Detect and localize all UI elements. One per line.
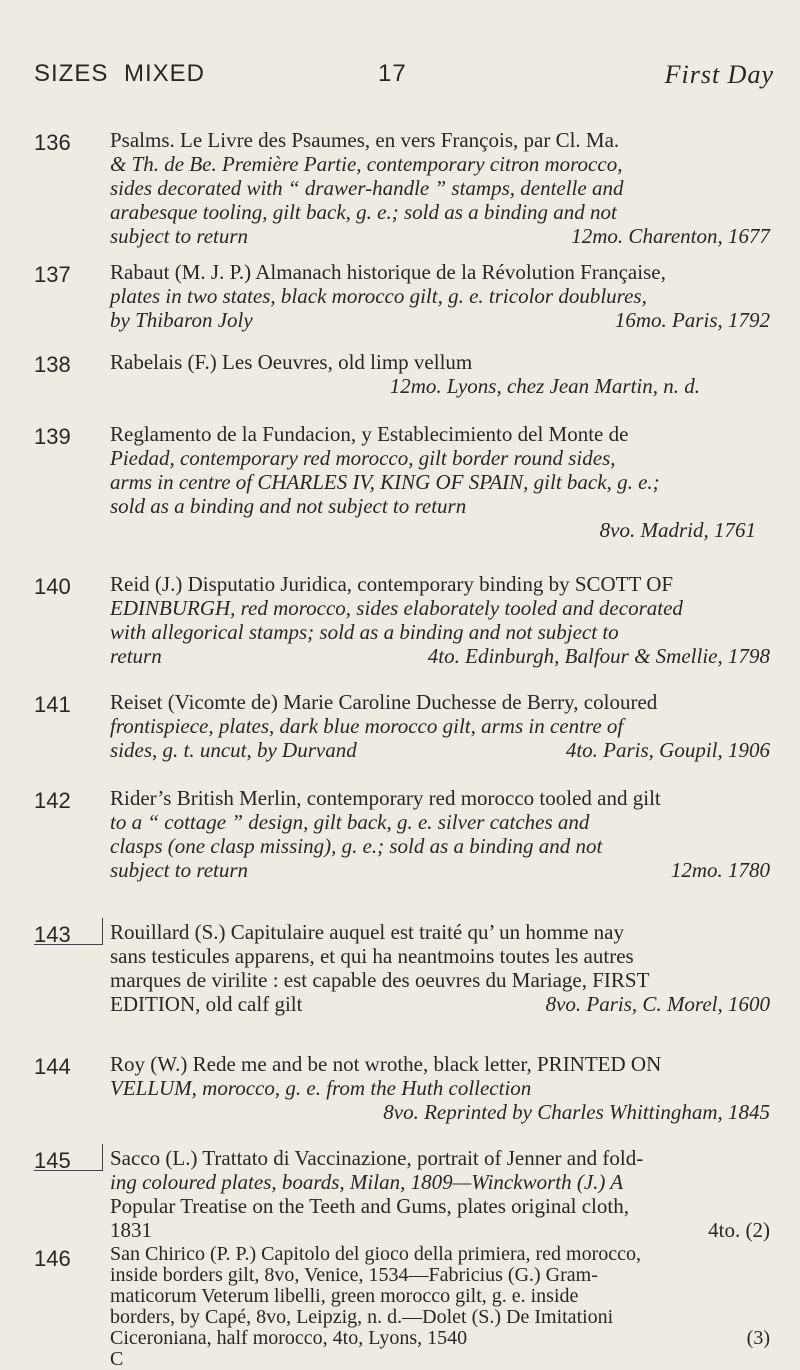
- lot-description: [110, 260, 770, 332]
- desc-line: plates in two states, black morocco gilt, g. e. tricolor doublures,: [110, 284, 647, 308]
- format-imprint: 16mo. Paris, 1792: [614, 308, 770, 332]
- desc-line: Psalms. Le Livre des Psaumes, en vers François, par Cl. Ma.: [110, 128, 620, 152]
- desc-line: Roy (W.) Rede me and be not wrothe, black letter, PRINTED ON: [110, 1052, 662, 1076]
- desc-line: Popular Treatise on the Teeth and Gums, plates original cloth,: [110, 1194, 629, 1218]
- lot-number: 136: [34, 130, 71, 155]
- signature-mark: C: [110, 1348, 124, 1370]
- desc-line: VELLUM, morocco, g. e. from the Huth collection: [110, 1076, 532, 1100]
- desc-line: Rider’s British Merlin, contemporary red morocco tooled and gilt: [110, 786, 661, 810]
- format-imprint: 12mo. Charenton, 1677: [571, 224, 770, 248]
- format-imprint: 12mo. 1780: [670, 858, 770, 882]
- format-imprint: 4to. (2): [708, 1218, 770, 1242]
- desc-line: clasps (one clasp missing), g. e.; sold as a binding and not: [110, 834, 603, 858]
- desc-line: Sacco (L.) Trattato di Vaccinazione, portrait of Jenner and fold-: [110, 1146, 644, 1170]
- desc-line: Rabaut (M. J. P.) Almanach historique de la Révolution Française,: [110, 260, 666, 284]
- desc-line: Rabelais (F.) Les Oeuvres, old limp vellum: [110, 350, 473, 374]
- desc-line: Reglamento de la Fundacion, y Establecimiento del Monte de: [110, 422, 629, 446]
- lot-description: [110, 1052, 770, 1124]
- format-imprint: 4to. Edinburgh, Balfour & Smellie, 1798: [427, 644, 770, 668]
- desc-line: return: [110, 644, 162, 668]
- running-header: [34, 60, 774, 100]
- desc-line: borders, by Capé, 8vo, Leipzig, n. d.—Dolet (S.) De Imitationi: [110, 1306, 614, 1328]
- desc-line: arabesque tooling, gilt back, g. e.; sold as a binding and not: [110, 200, 617, 224]
- format-imprint: 8vo. Reprinted by Charles Whittingham, 1845: [383, 1100, 770, 1124]
- desc-line: Rouillard (S.) Capitulaire auquel est traité qu’ un homme nay: [110, 920, 624, 944]
- desc-line: 1831: [110, 1218, 152, 1242]
- lot-description: [110, 128, 770, 248]
- desc-line: sans testicules apparens, et qui ha neantmoins toutes les autres: [110, 944, 634, 968]
- lot-number: 143: [34, 922, 71, 947]
- desc-line: Piedad, contemporary red morocco, gilt border round sides,: [110, 446, 616, 470]
- lot-description: [110, 422, 770, 542]
- desc-line: by Thibaron Joly: [110, 308, 253, 332]
- desc-line: Reid (J.) Disputatio Juridica, contemporary binding by SCOTT OF: [110, 572, 674, 596]
- format-imprint: 12mo. Lyons, chez Jean Martin, n. d.: [389, 374, 700, 398]
- header-sizes: SIZES: [34, 60, 109, 87]
- desc-line: ing coloured plates, boards, Milan, 1809—Winckworth (J.) A: [110, 1170, 624, 1194]
- format-imprint: 4to. Paris, Goupil, 1906: [565, 738, 770, 762]
- lot-number: 141: [34, 692, 71, 717]
- header-first-day: First Day: [664, 60, 774, 89]
- lot-number: 145: [34, 1148, 71, 1173]
- desc-line: San Chirico (P. P.) Capitolo del gioco della primiera, red morocco,: [110, 1243, 641, 1265]
- header-mixed: MIXED: [124, 60, 206, 87]
- lot-number: 139: [34, 424, 71, 449]
- desc-line: sides, g. t. uncut, by Durvand: [110, 738, 357, 762]
- lot-number: 140: [34, 574, 71, 599]
- lot-number: 142: [34, 788, 71, 813]
- lot-number: 138: [34, 352, 71, 377]
- page-number: 17: [378, 60, 407, 87]
- desc-line: inside borders gilt, 8vo, Venice, 1534—Fabricius (G.) Gram-: [110, 1264, 598, 1286]
- desc-line: EDINBURGH, red morocco, sides elaborately tooled and decorated: [110, 596, 683, 620]
- desc-line: maticorum Veterum libelli, green morocco gilt, g. e. inside: [110, 1285, 579, 1307]
- desc-line: to a “ cottage ” design, gilt back, g. e. silver catches and: [110, 810, 590, 834]
- lot-description: [110, 350, 770, 398]
- lot-number: 146: [34, 1246, 71, 1271]
- desc-line: Reiset (Vicomte de) Marie Caroline Duchesse de Berry, coloured: [110, 690, 658, 714]
- format-imprint: (3): [746, 1327, 770, 1349]
- desc-line: with allegorical stamps; sold as a binding and not subject to: [110, 620, 619, 644]
- lot-number: 144: [34, 1054, 71, 1079]
- lot-description: [110, 1244, 770, 1370]
- lot-description: [110, 786, 770, 882]
- desc-line: Ciceroniana, half morocco, 4to, Lyons, 1540 (3): [110, 1327, 770, 1349]
- desc-line: frontispiece, plates, dark blue morocco gilt, arms in centre of: [110, 714, 624, 738]
- format-imprint: 8vo. Madrid, 1761: [599, 518, 756, 542]
- desc-line: sides decorated with “ drawer-handle ” stamps, dentelle and: [110, 176, 624, 200]
- format-imprint: 8vo. Paris, C. Morel, 1600: [545, 992, 770, 1016]
- desc-line: subject to return: [110, 858, 249, 882]
- desc-line: marques de virilite : est capable des oeuvres du Mariage, FIRST: [110, 968, 650, 992]
- lot-description: [110, 572, 770, 668]
- lot-description: [110, 690, 770, 762]
- desc-line: & Th. de Be. Première Partie, contemporary citron morocco,: [110, 152, 623, 176]
- desc-line: EDITION, old calf gilt: [110, 992, 303, 1016]
- desc-line: arms in centre of CHARLES IV, KING OF SPAIN, gilt back, g. e.;: [110, 470, 660, 494]
- desc-line: subject to return: [110, 224, 249, 248]
- desc-line: sold as a binding and not subject to return: [110, 494, 467, 518]
- lot-description: [110, 920, 770, 1016]
- lot-description: [110, 1146, 770, 1242]
- lot-number: 137: [34, 262, 71, 287]
